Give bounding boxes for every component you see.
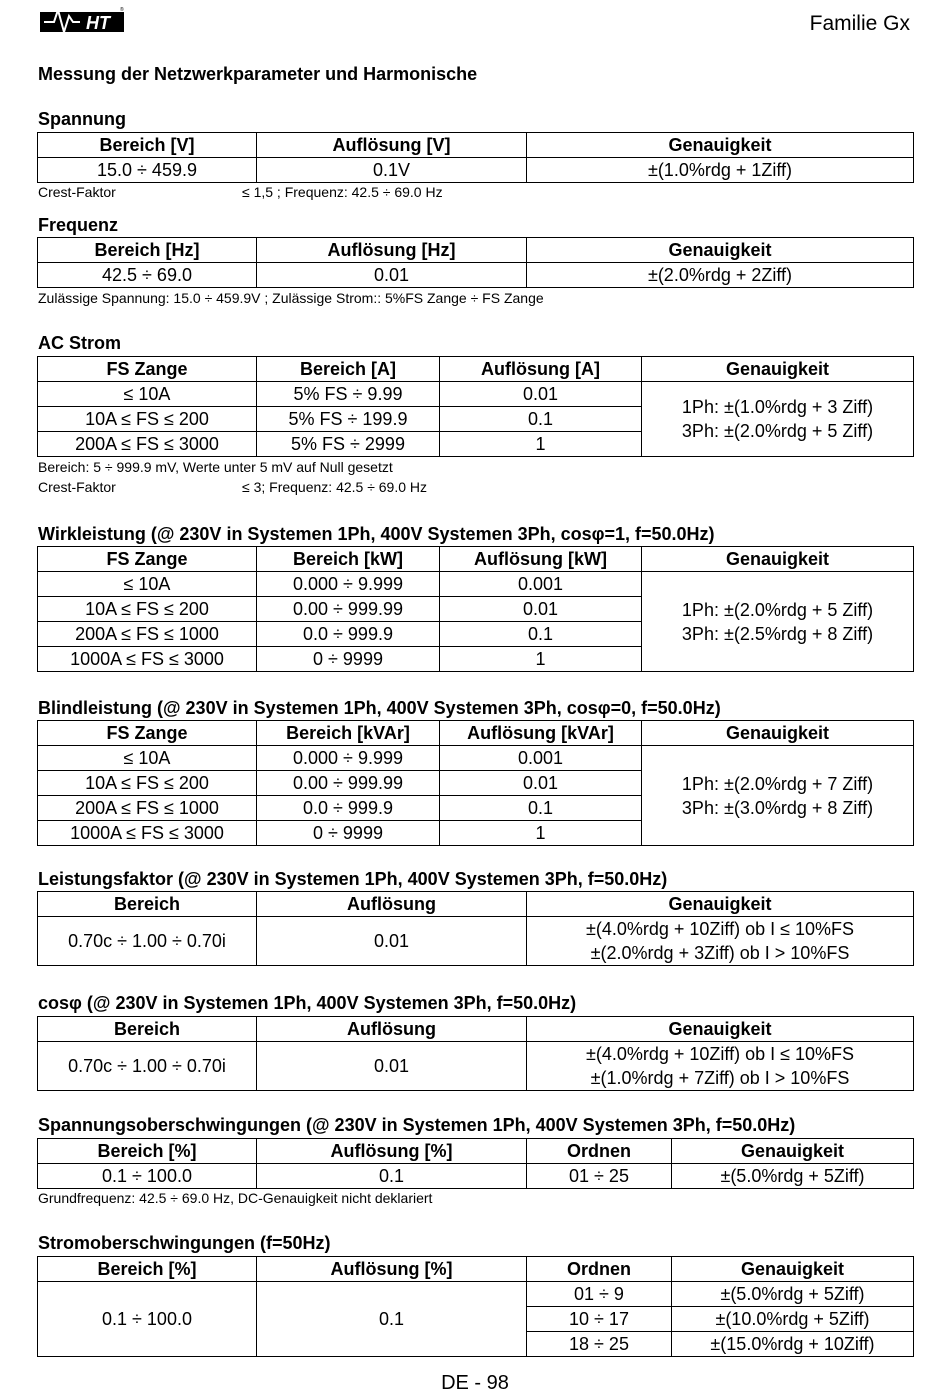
table-cell: 0.1 ÷ 100.0 (38, 1164, 257, 1189)
table-cell: 15.0 ÷ 459.9 (38, 158, 257, 183)
accuracy-cell (642, 572, 914, 672)
table-row (38, 1282, 914, 1307)
accuracy-line-3ph: 3Ph: ±(2.0%rdg + 5 Ziff) (681, 421, 874, 441)
cosphi-table (37, 1016, 914, 1091)
svg-text:HT: HT (86, 13, 110, 33)
section-title-wirkleistung: Wirkleistung (@ 230V in Systemen 1Ph, 400V Systemen 3Ph, cosφ=1, f=50.0Hz) (38, 524, 715, 544)
wirkleistung-table (37, 546, 914, 672)
table-cell: ±(2.0%rdg + 2Ziff) (527, 263, 914, 288)
table-header-cell: FS Zange (38, 357, 257, 382)
table-cell: 0.70c ÷ 1.00 ÷ 0.70i (38, 917, 257, 966)
note-crest-value: ≤ 3; Frequenz: 42.5 ÷ 69.0 Hz (242, 479, 428, 495)
table-header-row (38, 547, 914, 572)
table-cell: 0.001 (440, 746, 642, 771)
table-header-cell: Auflösung [kVAr] (440, 721, 642, 746)
table-row (38, 917, 914, 966)
table-cell: ±(15.0%rdg + 10Ziff) (672, 1332, 914, 1357)
note-crest-label: Crest-Faktor (38, 479, 116, 495)
accuracy-line-3ph: 3Ph: ±(2.5%rdg + 8 Ziff) (681, 623, 874, 644)
table-cell: 0.1 (257, 1282, 527, 1357)
section-title-spannung: Spannung (38, 109, 126, 129)
table-header-row (38, 892, 914, 917)
table-header-cell: Auflösung [%] (257, 1257, 527, 1282)
spannungsober-table (37, 1138, 914, 1189)
svg-text:®: ® (120, 7, 124, 13)
table-cell: 10A ≤ FS ≤ 200 (38, 407, 257, 432)
accuracy-line-3ph: 3Ph: ±(3.0%rdg + 8 Ziff) (681, 797, 874, 818)
table-cell: 0.1 (440, 796, 642, 821)
accuracy-cell (642, 746, 914, 846)
table-cell: 0.01 (440, 771, 642, 796)
table-header-cell: Genauigkeit (527, 892, 914, 917)
table-row (38, 1042, 914, 1091)
table-cell: 0 ÷ 9999 (257, 647, 440, 672)
section-title-spannungsober: Spannungsoberschwingungen (@ 230V in Systemen 1Ph, 400V Systemen 3Ph, f=50.0Hz) (38, 1115, 796, 1135)
table-row (38, 1164, 914, 1189)
table-cell: 18 ÷ 25 (527, 1332, 672, 1357)
table-cell: 5% FS ÷ 199.9 (257, 407, 440, 432)
table-row (38, 572, 914, 597)
accuracy-line-high-current: ±(2.0%rdg + 3Ziff) ob I > 10%FS (590, 943, 850, 963)
table-cell: ±(1.0%rdg + 1Ziff) (527, 158, 914, 183)
table-cell: 0.000 ÷ 9.999 (257, 572, 440, 597)
table-cell: 0.01 (440, 597, 642, 622)
table-cell: 0.0 ÷ 999.9 (257, 796, 440, 821)
table-header-cell: Auflösung [V] (257, 133, 527, 158)
table-header-cell: Bereich [Hz] (38, 238, 257, 263)
table-header-row (38, 357, 914, 382)
table-cell: 0.000 ÷ 9.999 (257, 746, 440, 771)
table-cell: 1 (440, 821, 642, 846)
table-header-cell: Ordnen (527, 1139, 672, 1164)
table-cell: ±(5.0%rdg + 5Ziff) (672, 1282, 914, 1307)
table-header-cell: Genauigkeit (527, 238, 914, 263)
table-cell: 1 (440, 432, 642, 457)
table-header-row (38, 1017, 914, 1042)
table-cell: 0.00 ÷ 999.99 (257, 771, 440, 796)
table-cell: 10A ≤ FS ≤ 200 (38, 771, 257, 796)
section-title-stromober: Stromoberschwingungen (f=50Hz) (38, 1233, 331, 1253)
note-crest-value: ≤ 1,5 ; Frequenz: 42.5 ÷ 69.0 Hz (242, 184, 443, 200)
table-cell: 01 ÷ 25 (527, 1164, 672, 1189)
table-cell: 10 ÷ 17 (527, 1307, 672, 1332)
page-number: DE - 98 (441, 1372, 509, 1394)
table-cell: 01 ÷ 9 (527, 1282, 672, 1307)
table-row (38, 382, 914, 407)
table-cell: 0.00 ÷ 999.99 (257, 597, 440, 622)
section-title-leistungsfaktor: Leistungsfaktor (@ 230V in Systemen 1Ph, 400V Systemen 3Ph, f=50.0Hz) (38, 869, 668, 889)
section-title-blindleistung: Blindleistung (@ 230V in Systemen 1Ph, 400V Systemen 3Ph, cosφ=0, f=50.0Hz) (38, 698, 721, 718)
table-cell: 0.001 (440, 572, 642, 597)
table-cell: ≤ 10A (38, 572, 257, 597)
table-row (38, 158, 914, 183)
family-label: Familie Gx (809, 12, 910, 35)
table-header-cell: Bereich [kW] (257, 547, 440, 572)
table-cell: 1 (440, 647, 642, 672)
table-cell: 1000A ≤ FS ≤ 3000 (38, 647, 257, 672)
page-title: Messung der Netzwerkparameter und Harmonische (38, 64, 478, 84)
accuracy-cell (642, 382, 914, 457)
table-cell: 200A ≤ FS ≤ 1000 (38, 622, 257, 647)
table-cell: ±(10.0%rdg + 5Ziff) (672, 1307, 914, 1332)
table-header-cell: Auflösung (257, 892, 527, 917)
table-cell: 0.1V (257, 158, 527, 183)
table-header-cell: Bereich (38, 1017, 257, 1042)
table-cell: 5% FS ÷ 2999 (257, 432, 440, 457)
table-row (38, 263, 914, 288)
table-header-row (38, 238, 914, 263)
table-cell: 200A ≤ FS ≤ 1000 (38, 796, 257, 821)
blindleistung-table (37, 720, 914, 846)
section-title-frequenz: Frequenz (38, 215, 119, 235)
table-header-cell: Auflösung [%] (257, 1139, 527, 1164)
table-cell: 0.1 (257, 1164, 527, 1189)
accuracy-line-1ph: 1Ph: ±(1.0%rdg + 3 Ziff) (681, 397, 874, 417)
table-cell: ≤ 10A (38, 382, 257, 407)
table-cell: 0.1 ÷ 100.0 (38, 1282, 257, 1357)
table-cell: 0.70c ÷ 1.00 ÷ 0.70i (38, 1042, 257, 1091)
table-header-cell: Genauigkeit (642, 547, 914, 572)
table-header-cell: Auflösung [kW] (440, 547, 642, 572)
table-header-cell: Genauigkeit (527, 1017, 914, 1042)
table-header-cell: Bereich [V] (38, 133, 257, 158)
table-cell: 0.0 ÷ 999.9 (257, 622, 440, 647)
accuracy-line-low-current: ±(4.0%rdg + 10Ziff) ob I ≤ 10%FS (585, 1044, 855, 1064)
section-title-cosphi: cosφ (@ 230V in Systemen 1Ph, 400V Systemen 3Ph, f=50.0Hz) (38, 993, 577, 1013)
table-cell: 0.1 (440, 622, 642, 647)
accuracy-cell (527, 917, 914, 966)
table-cell: 5% FS ÷ 9.99 (257, 382, 440, 407)
table-header-cell: Auflösung [A] (440, 357, 642, 382)
table-cell: 42.5 ÷ 69.0 (38, 263, 257, 288)
leistungsfaktor-table (37, 891, 914, 966)
table-header-cell: Genauigkeit (672, 1257, 914, 1282)
table-cell: ±(5.0%rdg + 5Ziff) (672, 1164, 914, 1189)
table-cell: 1000A ≤ FS ≤ 3000 (38, 821, 257, 846)
table-header-cell: FS Zange (38, 721, 257, 746)
table-header-cell: Genauigkeit (527, 133, 914, 158)
table-header-cell: Auflösung [Hz] (257, 238, 527, 263)
note-crest-label: Crest-Faktor (38, 184, 116, 200)
table-cell: 0.01 (440, 382, 642, 407)
table-header-cell: Bereich [%] (38, 1139, 257, 1164)
section-title-ac-strom: AC Strom (38, 333, 122, 353)
table-cell: 0 ÷ 9999 (257, 821, 440, 846)
table-header-cell: Bereich (38, 892, 257, 917)
table-header-cell: Genauigkeit (672, 1139, 914, 1164)
stromober-table (37, 1256, 914, 1357)
note-frequenz: Zulässige Spannung: 15.0 ÷ 459.9V ; Zulässige Strom:: 5%FS Zange ÷ FS Zange (38, 290, 544, 306)
accuracy-cell (527, 1042, 914, 1091)
table-header-cell: Bereich [kVAr] (257, 721, 440, 746)
table-header-cell: Ordnen (527, 1257, 672, 1282)
ac-strom-table (37, 356, 914, 457)
note-grundfrequenz: Grundfrequenz: 42.5 ÷ 69.0 Hz, DC-Genauigkeit nicht deklariert (38, 1190, 433, 1206)
table-cell: 200A ≤ FS ≤ 3000 (38, 432, 257, 457)
table-cell: ≤ 10A (38, 746, 257, 771)
table-header-row (38, 1257, 914, 1282)
table-cell: 0.1 (440, 407, 642, 432)
accuracy-line-1ph: 1Ph: ±(2.0%rdg + 5 Ziff) (681, 599, 874, 620)
spannung-table (37, 132, 914, 183)
accuracy-line-high-current: ±(1.0%rdg + 7Ziff) ob I > 10%FS (590, 1068, 850, 1088)
table-header-cell: Genauigkeit (642, 357, 914, 382)
table-header-cell: FS Zange (38, 547, 257, 572)
table-cell: 10A ≤ FS ≤ 200 (38, 597, 257, 622)
frequenz-table (37, 237, 914, 288)
table-header-cell: Bereich [A] (257, 357, 440, 382)
table-header-cell: Bereich [%] (38, 1257, 257, 1282)
table-row (38, 746, 914, 771)
ht-logo (40, 6, 124, 34)
accuracy-line-1ph: 1Ph: ±(2.0%rdg + 7 Ziff) (681, 773, 874, 794)
table-header-cell: Auflösung (257, 1017, 527, 1042)
table-cell: 0.01 (257, 1042, 527, 1091)
table-header-row (38, 133, 914, 158)
note-ac-strom-bereich: Bereich: 5 ÷ 999.9 mV, Werte unter 5 mV auf Null gesetzt (38, 459, 393, 475)
table-header-row (38, 721, 914, 746)
table-cell: 0.01 (257, 263, 527, 288)
table-header-row (38, 1139, 914, 1164)
table-header-cell: Genauigkeit (642, 721, 914, 746)
table-cell: 0.01 (257, 917, 527, 966)
accuracy-line-low-current: ±(4.0%rdg + 10Ziff) ob I ≤ 10%FS (585, 919, 855, 939)
